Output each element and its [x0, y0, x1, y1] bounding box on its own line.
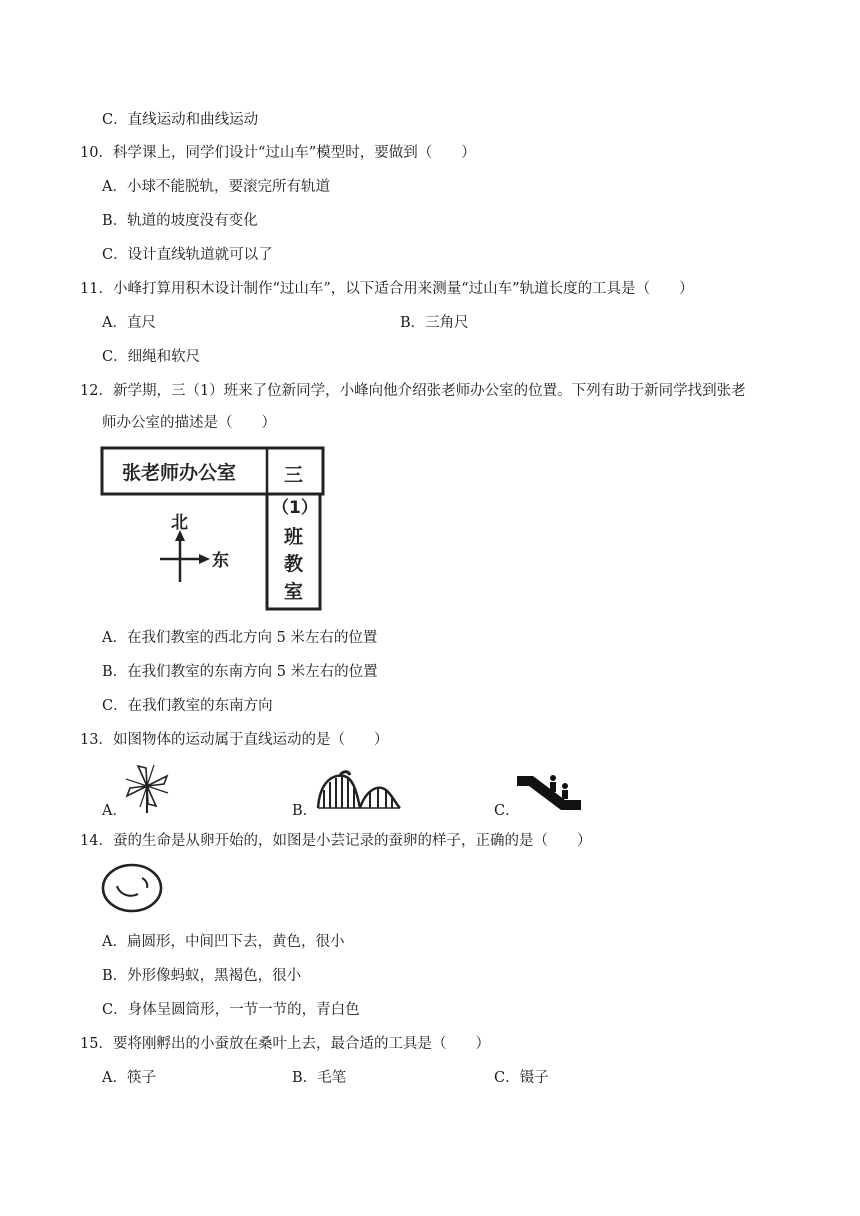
roller-coaster-icon	[316, 770, 402, 810]
escalator-icon	[515, 770, 585, 812]
classroom-label-3: 班	[284, 526, 304, 548]
q15-option-b[interactable]: B．毛笔	[292, 1070, 347, 1086]
q12-office-map	[98, 446, 328, 614]
classroom-label-4: 教	[284, 553, 304, 575]
q12-option-a[interactable]: A．在我们教室的西北方向 5 米左右的位置	[102, 630, 378, 646]
q13-stem: 13．如图物体的运动属于直线运动的是（ ）	[80, 732, 389, 748]
pinwheel-icon	[124, 762, 170, 814]
q10-option-b[interactable]: B．轨道的坡度没有变化	[102, 213, 258, 229]
north-label: 北	[171, 513, 188, 533]
q12-option-b[interactable]: B．在我们教室的东南方向 5 米左右的位置	[102, 664, 378, 680]
q12-stem-line2: 师办公室的描述是（ ）	[102, 415, 276, 431]
silkworm-egg-icon	[100, 862, 164, 914]
q13-option-c[interactable]: C．	[494, 803, 520, 819]
classroom-label-2: （1）	[272, 498, 318, 518]
classroom-label-1: 三	[284, 464, 304, 486]
q9-option-c[interactable]: C．直线运动和曲线运动	[102, 112, 259, 128]
q14-option-c[interactable]: C．身体呈圆筒形，一节一节的，青白色	[102, 1002, 360, 1018]
q11-option-b[interactable]: B．三角尺	[400, 315, 469, 331]
q12-stem-line1: 12．新学期，三（1）班来了位新同学，小峰向他介绍张老师办公室的位置。下列有助于新同学找到张老	[80, 383, 746, 399]
q12-option-c[interactable]: C．在我们教室的东南方向	[102, 698, 273, 714]
q10-stem: 10．科学课上，同学们设计“过山车”模型时，要做到（ ）	[80, 145, 476, 161]
q11-option-c[interactable]: C．细绳和软尺	[102, 349, 201, 365]
q11-option-a[interactable]: A．直尺	[102, 315, 156, 331]
classroom-label-5: 室	[284, 581, 304, 603]
q14-option-b[interactable]: B．外形像蚂蚁，黑褐色，很小	[102, 968, 302, 984]
q11-stem: 11．小峰打算用积木设计制作“过山车”，以下适合用来测量“过山车”轨道长度的工具是（ ）	[80, 281, 694, 297]
q15-option-a[interactable]: A．筷子	[102, 1070, 156, 1086]
q14-option-a[interactable]: A．扁圆形，中间凹下去，黄色，很小	[102, 934, 345, 950]
office-label: 张老师办公室	[122, 462, 237, 484]
q15-option-c[interactable]: C．镊子	[494, 1070, 549, 1086]
q13-option-b[interactable]: B．	[292, 803, 318, 819]
q10-option-a[interactable]: A．小球不能脱轨，要滚完所有轨道	[102, 179, 330, 195]
q14-stem: 14．蚕的生命是从卵开始的，如图是小芸记录的蚕卵的样子，正确的是（ ）	[80, 833, 592, 849]
q10-option-c[interactable]: C．设计直线轨道就可以了	[102, 247, 273, 263]
q13-option-a[interactable]: A．	[102, 803, 127, 819]
compass-icon	[160, 530, 210, 582]
east-label: 东	[212, 551, 229, 571]
q15-stem: 15．要将刚孵出的小蚕放在桑叶上去，最合适的工具是（ ）	[80, 1036, 490, 1052]
